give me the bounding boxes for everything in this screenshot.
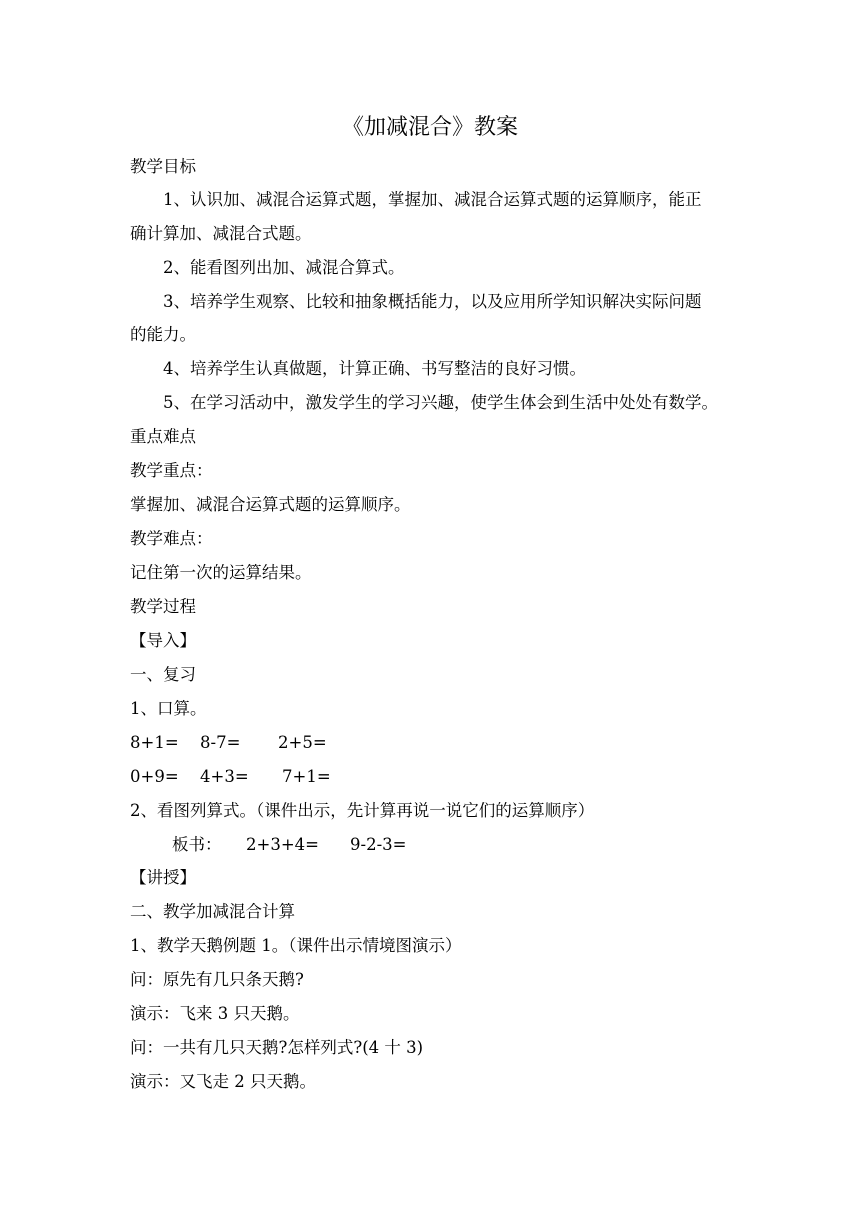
- difficulty-text: 记住第一次的运算结果。: [130, 563, 312, 582]
- example-1: 1、教学天鹅例题 1。（课件出示情境图演示）: [130, 936, 462, 955]
- question-1: 问：原先有几只条天鹅?: [130, 970, 304, 989]
- focus-label: 教学重点：: [130, 461, 213, 480]
- picture-calc: 2、看图列算式。（课件出示，先计算再说一说它们的运算顺序）: [130, 801, 595, 820]
- board-row: [172, 833, 406, 857]
- page-title: 《加减混合》教案: [341, 115, 518, 140]
- calc-item: 7+1=: [282, 767, 331, 786]
- intro-label: 【导入】: [130, 631, 196, 650]
- goal-3-line-1: 3、培养学生观察、比较和抽象概括能力，以及应用所学知识解决实际问题: [163, 292, 702, 311]
- teach-heading: 二、教学加减混合计算: [130, 902, 295, 921]
- difficulty-label: 教学难点：: [130, 529, 213, 548]
- teach-label: 【讲授】: [130, 868, 196, 887]
- question-2: 问：一共有几只天鹅?怎样列式?(4 十 3): [130, 1038, 424, 1057]
- goal-1-line-2: 确计算加、减混合式题。: [130, 224, 312, 243]
- calc-item: 8-7=: [200, 733, 241, 752]
- goal-2: 2、能看图列出加、减混合算式。: [163, 258, 405, 277]
- oral-calc: 1、口算。: [130, 699, 207, 718]
- calc-item: 4+3=: [200, 767, 249, 786]
- goal-1-line-1: 1、认识加、减混合运算式题，掌握加、减混合运算式题的运算顺序，能正: [163, 190, 702, 209]
- board-item: 9-2-3=: [350, 835, 407, 854]
- goals-heading: 教学目标: [130, 157, 196, 176]
- calc-item: 2+5=: [278, 733, 327, 752]
- calc-row-1: [130, 731, 327, 755]
- board-item: 2+3+4=: [246, 835, 319, 854]
- calc-item: 8+1=: [130, 733, 179, 752]
- calc-row-2: [130, 765, 331, 789]
- process-heading: 教学过程: [130, 597, 196, 616]
- demo-2: 演示：又飞走 2 只天鹅。: [130, 1072, 316, 1091]
- board-label: 板书：: [172, 835, 222, 854]
- review-heading: 一、复习: [130, 665, 196, 684]
- goal-5: 5、在学习活动中，激发学生的学习兴趣，使学生体会到生活中处处有数学。: [163, 393, 718, 412]
- demo-1: 演示：飞来 3 只天鹅。: [130, 1004, 300, 1023]
- goal-3-line-2: 的能力。: [130, 325, 196, 344]
- focus-text: 掌握加、减混合运算式题的运算顺序。: [130, 495, 411, 514]
- calc-item: 0+9=: [130, 767, 179, 786]
- goal-4: 4、培养学生认真做题，计算正确、书写整洁的良好习惯。: [163, 359, 586, 378]
- key-heading: 重点难点: [130, 427, 196, 446]
